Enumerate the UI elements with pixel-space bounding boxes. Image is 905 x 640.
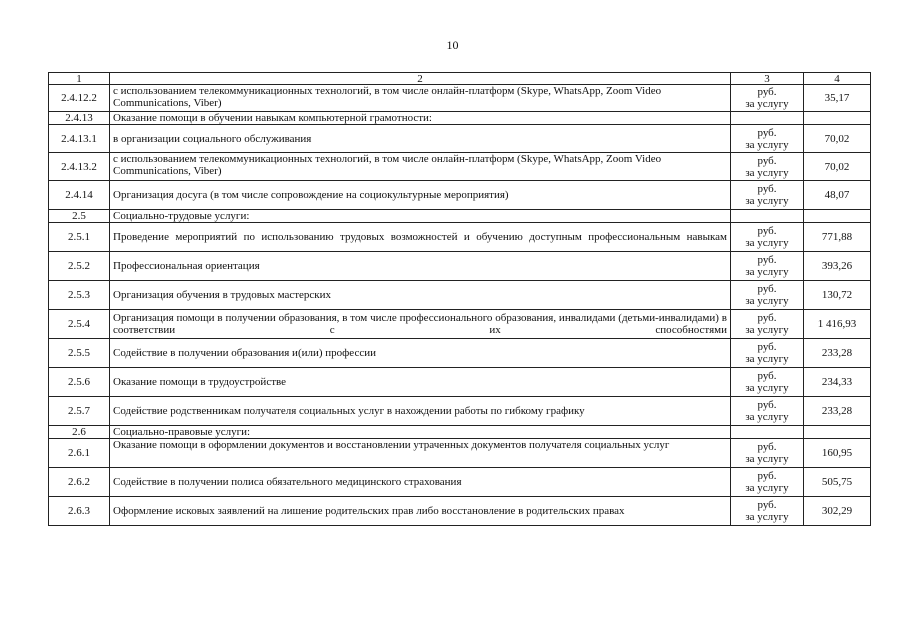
table-header-row [49,73,871,85]
row-price: 160,95 [804,439,871,468]
row-code: 2.5.7 [49,397,110,426]
row-unit: руб. за услугу [731,468,804,497]
table-row [49,310,871,339]
row-unit [731,112,804,125]
row-service-name: Социально-правовые услуги: [110,426,731,439]
row-price: 234,33 [804,368,871,397]
row-unit: руб. за услугу [731,497,804,526]
row-unit: руб. за услугу [731,281,804,310]
row-service-name: Оказание помощи в оформлении документов и восстановлении утраченных документов получателя социальных услуг [110,439,731,468]
table-row [49,339,871,368]
table-row [49,252,871,281]
row-code: 2.4.12.2 [49,85,110,112]
row-code: 2.6.2 [49,468,110,497]
row-service-name: Содействие родственникам получателя социальных услуг в нахождении работы по гибкому графику [110,397,731,426]
row-service-name: Организация помощи в получении образования, в том числе профессионального образования, инвалидами (детьми-инвалидами) в соответствии с их способностями [110,310,731,339]
row-code: 2.5.4 [49,310,110,339]
table-row [49,85,871,112]
table-row [49,439,871,468]
row-service-name: Организация обучения в трудовых мастерских [110,281,731,310]
row-service-name: Содействие в получении полиса обязательного медицинского страхования [110,468,731,497]
row-service-name: Проведение мероприятий по использованию трудовых возможностей и обучению доступным профессиональным навыкам [110,223,731,252]
row-price: 233,28 [804,339,871,368]
row-unit: руб. за услугу [731,339,804,368]
column-header-code: 1 [49,73,110,85]
row-code: 2.4.14 [49,181,110,210]
row-code: 2.4.13 [49,112,110,125]
row-price: 393,26 [804,252,871,281]
column-header-name: 2 [110,73,731,85]
row-price: 130,72 [804,281,871,310]
row-code: 2.5.5 [49,339,110,368]
row-code: 2.4.13.1 [49,125,110,153]
table-row [49,125,871,153]
table-row [49,281,871,310]
row-price: 35,17 [804,85,871,112]
row-code: 2.6 [49,426,110,439]
row-service-name: Профессиональная ориентация [110,252,731,281]
page-number: 10 [446,38,459,52]
row-unit [731,210,804,223]
row-price: 505,75 [804,468,871,497]
row-unit: руб. за услугу [731,223,804,252]
row-service-name: в организации социального обслуживания [110,125,731,153]
row-code: 2.6.3 [49,497,110,526]
row-code: 2.6.1 [49,439,110,468]
row-price: 70,02 [804,125,871,153]
table-row [49,153,871,181]
row-service-name: Содействие в получении образования и(или) профессии [110,339,731,368]
column-header-price: 4 [804,73,871,85]
tariff-table [48,72,871,526]
row-unit: руб. за услугу [731,439,804,468]
table-row [49,426,871,439]
row-price [804,210,871,223]
row-price: 302,29 [804,497,871,526]
row-price: 233,28 [804,397,871,426]
row-service-name: с использованием телекоммуникационных технологий, в том числе онлайн-платформ (Skype, WhatsApp, Zoom Video Communications, Viber) [110,153,731,181]
row-code: 2.5.2 [49,252,110,281]
row-code: 2.5.1 [49,223,110,252]
row-code: 2.5 [49,210,110,223]
row-unit: руб. за услугу [731,368,804,397]
row-unit: руб. за услугу [731,125,804,153]
row-price: 70,02 [804,153,871,181]
row-unit [731,426,804,439]
row-unit: руб. за услугу [731,252,804,281]
table-row [49,468,871,497]
row-code: 2.4.13.2 [49,153,110,181]
table-row [49,223,871,252]
row-unit: руб. за услугу [731,153,804,181]
row-service-name: Оказание помощи в трудоустройстве [110,368,731,397]
row-service-name: Организация досуга (в том числе сопровождение на социокультурные мероприятия) [110,181,731,210]
table-row [49,181,871,210]
table-row [49,497,871,526]
table-row [49,397,871,426]
row-price: 1 416,93 [804,310,871,339]
row-unit: руб. за услугу [731,397,804,426]
table-row [49,368,871,397]
row-price [804,112,871,125]
row-price: 48,07 [804,181,871,210]
row-unit: руб. за услугу [731,310,804,339]
column-header-unit: 3 [731,73,804,85]
row-unit: руб. за услугу [731,85,804,112]
row-unit: руб. за услугу [731,181,804,210]
row-service-name: Оказание помощи в обучении навыкам компьютерной грамотности: [110,112,731,125]
row-price: 771,88 [804,223,871,252]
row-service-name: Социально-трудовые услуги: [110,210,731,223]
row-service-name: с использованием телекоммуникационных технологий, в том числе онлайн-платформ (Skype, WhatsApp, Zoom Video Communications, Viber) [110,85,731,112]
row-code: 2.5.6 [49,368,110,397]
row-service-name: Оформление исковых заявлений на лишение родительских прав либо восстановление в родительских правах [110,497,731,526]
table-row [49,112,871,125]
row-price [804,426,871,439]
table-row [49,210,871,223]
row-code: 2.5.3 [49,281,110,310]
